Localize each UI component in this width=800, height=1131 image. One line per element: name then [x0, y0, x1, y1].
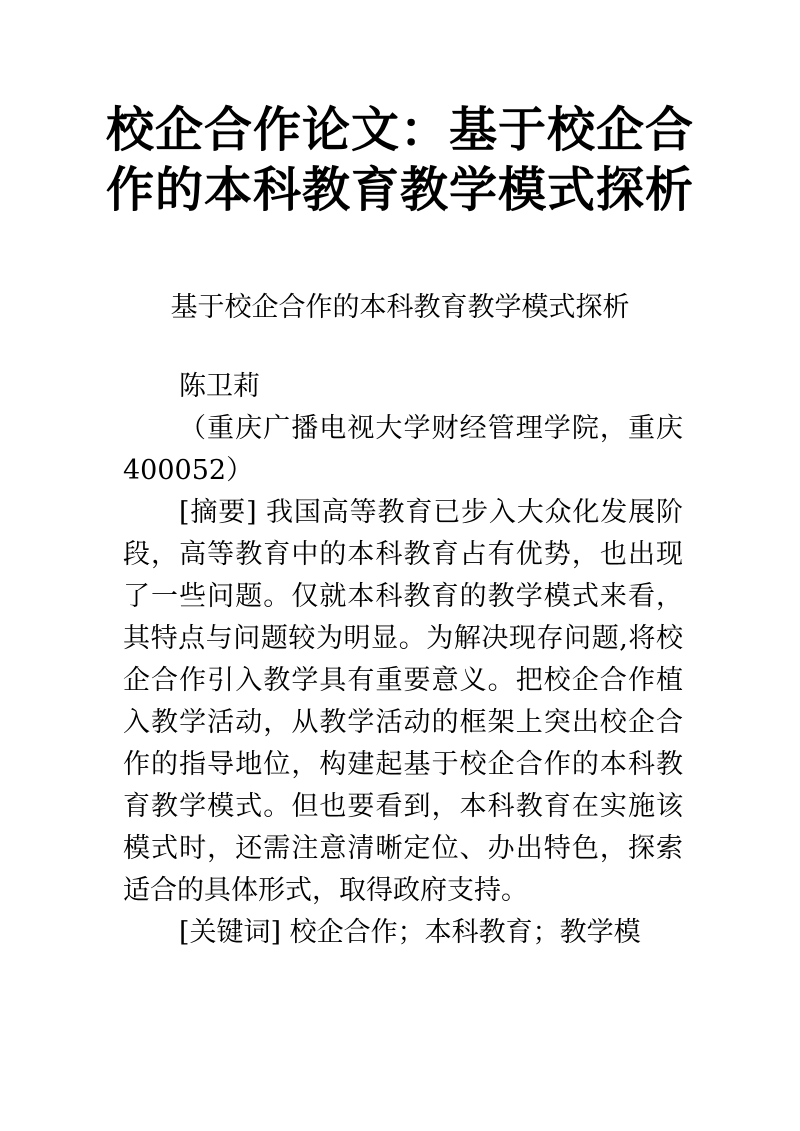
keywords-paragraph: [关键词] 校企合作；本科教育；教学模	[179, 917, 641, 948]
author-affiliation: （重庆广播电视大学财经管理学院，重庆 400052）	[123, 413, 683, 486]
document-subtitle: 基于校企合作的本科教育教学模式探析	[170, 292, 630, 323]
abstract-paragraph: [摘要] 我国高等教育已步入大众化发展阶段，高等教育中的本科教育占有优势，也出现了一些问题。仅就本科教育的教学模式来看，其特点与问题较为明显。为解决现存问题,将校企合作引入教学具有重要意义。把校企合作植入教学活动，从教学活动的框架上突出校企合作的指导地位，构建起基于校企合作的本科教育教学模式。但也要看到，本科教育在实施该模式时，还需注意清晰定位、办出特色，探索适合的具体形式，取得政府支持。	[123, 497, 683, 906]
document-body	[123, 366, 683, 954]
document-title: 校企合作论文：基于校企合作的本科教育教学模式探析	[105, 102, 694, 218]
author-name: 陈卫莉	[179, 371, 260, 402]
